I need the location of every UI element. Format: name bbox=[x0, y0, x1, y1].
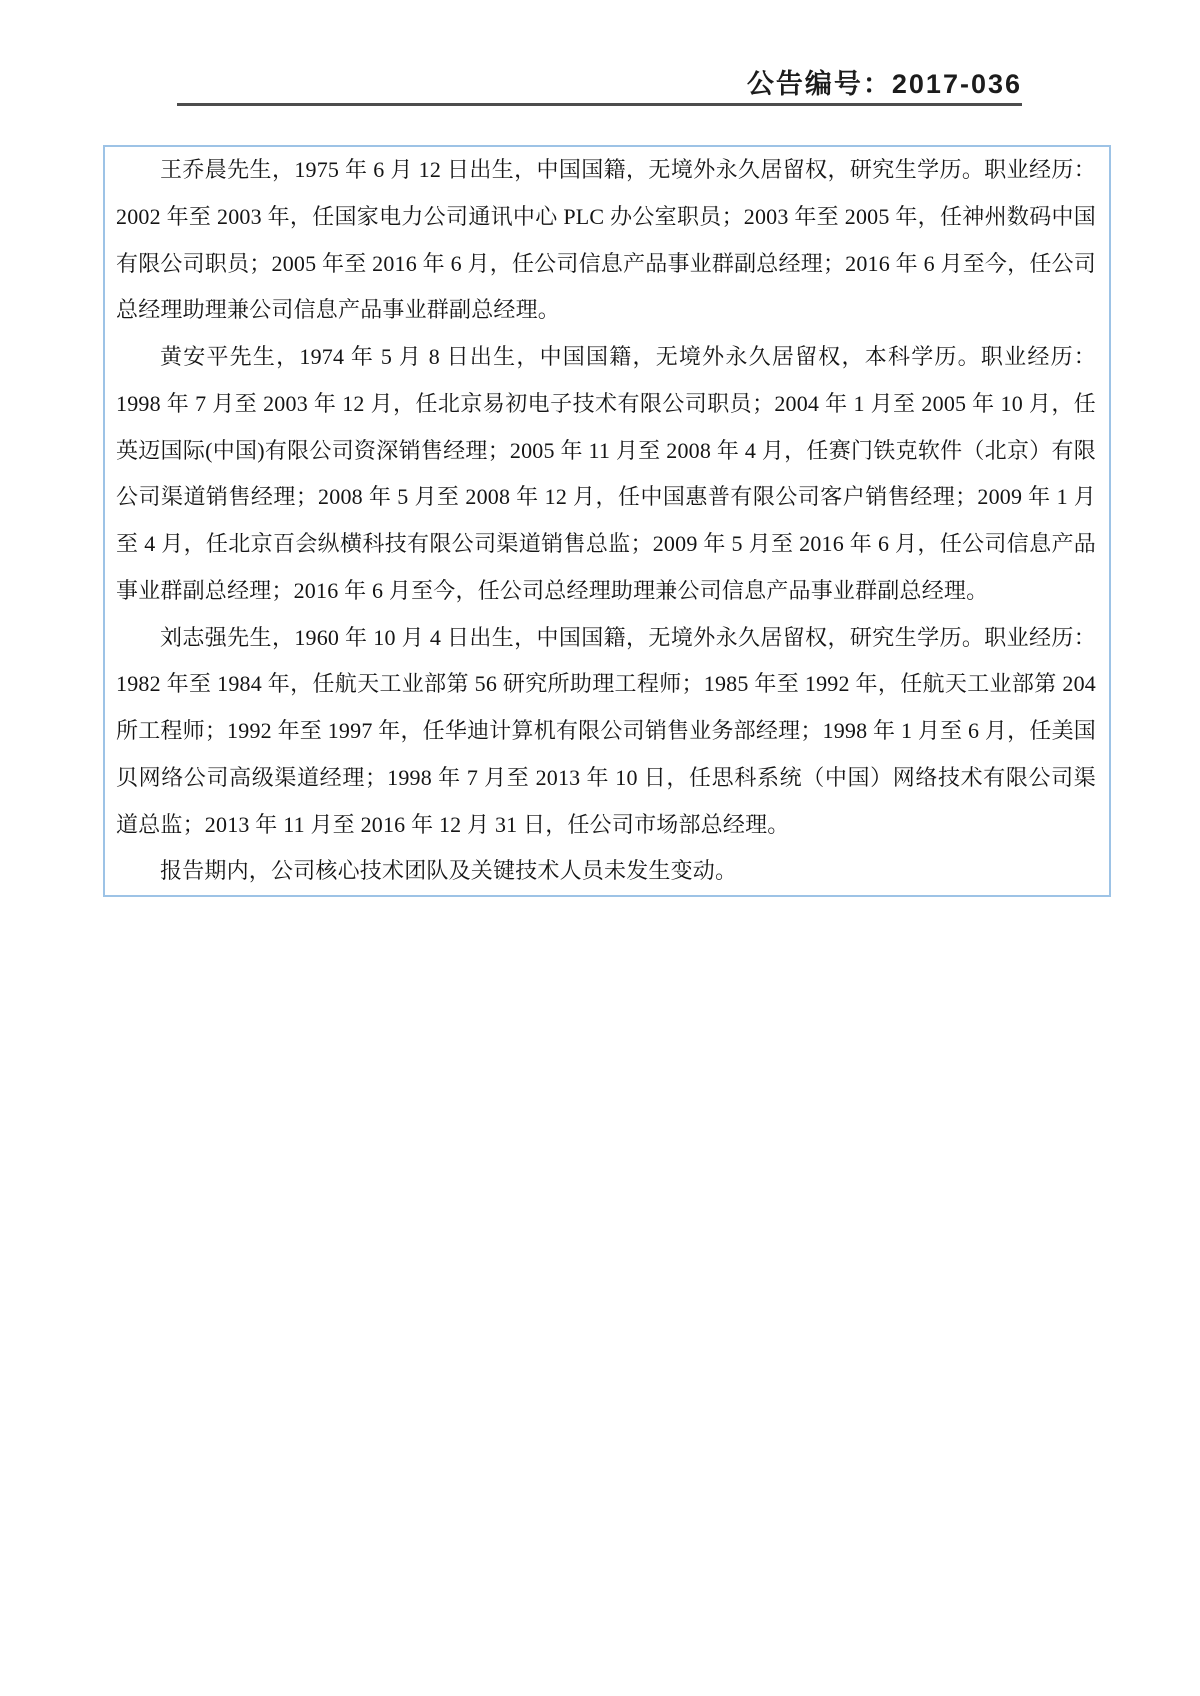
announcement-number: 公告编号：2017-036 bbox=[746, 69, 1022, 99]
content-box bbox=[103, 145, 1111, 897]
header-rule bbox=[177, 103, 1022, 106]
bio-paragraph-huang-anping: 黄安平先生，1974 年 5 月 8 日出生，中国国籍，无境外永久居留权，本科学历。职业经历：1998 年 7 月至 2003 年 12 月，任北京易初电子技术有限公司职员；2004 年 1 月至 2005 年 10 月，任英迈国际(中国)有限公司资深销售经理；2005 年 11 月至 2008 年 4 月，任赛门铁克软件（北京）有限公司渠道销售经理；2008 年 5 月至 2008 年 12 月，任中国惠普有限公司客户销售经理；2009 年 1 月至 4 月，任北京百会纵横科技有限公司渠道销售总监；2009 年 5 月至 2016 年 6 月，任公司信息产品事业群副总经理；2016 年 6 月至今，任公司总经理助理兼公司信息产品事业群副总经理。 bbox=[116, 344, 1096, 603]
bio-paragraph-wang-qiaochen: 王乔晨先生，1975 年 6 月 12 日出生，中国国籍，无境外永久居留权，研究生学历。职业经历：2002 年至 2003 年，任国家电力公司通讯中心 PLC 办公室职员；2003 年至 2005 年，任神州数码中国有限公司职员；2005 年至 2016 年 6 月，任公司信息产品事业群副总经理；2016 年 6 月至今，任公司总经理助理兼公司信息产品事业群副总经理。 bbox=[116, 157, 1096, 323]
closing-statement: 报告期内，公司核心技术团队及关键技术人员未发生变动。 bbox=[160, 858, 738, 884]
bio-paragraph-liu-zhiqiang: 刘志强先生，1960 年 10 月 4 日出生，中国国籍，无境外永久居留权，研究生学历。职业经历：1982 年至 1984 年，任航天工业部第 56 研究所助理工程师；1985 年至 1992 年，任航天工业部第 204 所工程师；1992 年至 1997 年，任华迪计算机有限公司销售业务部经理；1998 年 1 月至 6 月，任美国贝网络公司高级渠道经理；1998 年 7 月至 2013 年 10 日，任思科系统（中国）网络技术有限公司渠道总监；2013 年 11 月至 2016 年 12 月 31 日，任公司市场部总经理。 bbox=[116, 624, 1096, 837]
